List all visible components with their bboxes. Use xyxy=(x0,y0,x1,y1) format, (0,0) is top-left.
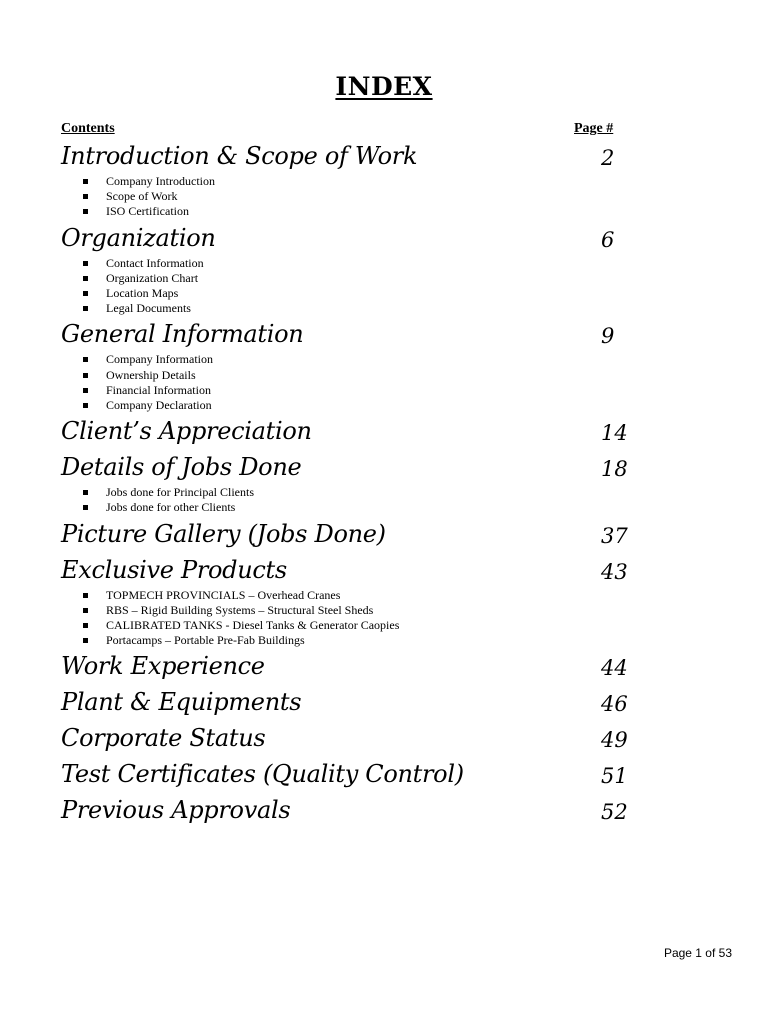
section-page-number: 46 xyxy=(601,692,628,717)
section-title: Details of Jobs Done xyxy=(61,453,302,482)
section-page-number: 37 xyxy=(601,523,628,548)
toc-entry[interactable] xyxy=(61,138,661,174)
subsection-item: Financial Information xyxy=(106,383,661,398)
section-page-number: 49 xyxy=(601,728,628,753)
subsection-list xyxy=(61,588,661,649)
subsection-item: Ownership Details xyxy=(106,368,661,383)
section-title: Organization xyxy=(61,223,216,252)
toc-entry[interactable] xyxy=(61,449,661,485)
page-footer: Page 1 of 53 xyxy=(663,946,732,960)
toc-entry[interactable] xyxy=(61,552,661,588)
toc-entry[interactable] xyxy=(61,316,661,352)
toc-entry[interactable] xyxy=(61,684,661,720)
toc-entry[interactable] xyxy=(61,413,661,449)
section-page-number: 43 xyxy=(601,559,628,584)
subsection-item: Company Information xyxy=(106,352,661,367)
toc-entry[interactable] xyxy=(61,648,661,684)
subsection-item: Jobs done for Principal Clients xyxy=(106,485,661,500)
subsection-list xyxy=(61,352,661,413)
toc-entry[interactable] xyxy=(61,792,661,828)
subsection-list xyxy=(61,485,661,515)
subsection-item: Contact Information xyxy=(106,256,661,271)
toc-section xyxy=(61,413,661,449)
toc-section xyxy=(61,516,661,552)
section-title: Work Experience xyxy=(61,652,265,681)
subsection-item: CALIBRATED TANKS - Diesel Tanks & Generator Caopies xyxy=(106,618,661,633)
toc-section xyxy=(61,756,661,792)
subsection-list xyxy=(61,256,661,317)
subsection-item: Portacamps – Portable Pre-Fab Buildings xyxy=(106,633,661,648)
toc-section xyxy=(61,648,661,684)
section-page-number: 52 xyxy=(601,800,628,825)
subsection-item: Legal Documents xyxy=(106,301,661,316)
subsection-item: Company Declaration xyxy=(106,398,661,413)
section-page-number: 44 xyxy=(601,656,628,681)
section-page-number: 14 xyxy=(601,421,628,446)
subsection-item: RBS – Rigid Building Systems – Structural Steel Sheds xyxy=(106,603,661,618)
section-title: General Information xyxy=(61,320,304,349)
section-title: Client’s Appreciation xyxy=(61,417,312,446)
subsection-item: Company Introduction xyxy=(106,174,661,189)
section-page-number: 2 xyxy=(601,146,615,170)
subsection-item: ISO Certification xyxy=(106,204,661,219)
section-title: Test Certificates (Quality Control) xyxy=(61,760,464,789)
contents-header: Contents xyxy=(61,121,115,136)
subsection-item: Scope of Work xyxy=(106,189,661,204)
toc-section xyxy=(61,138,661,220)
subsection-item: Location Maps xyxy=(106,286,661,301)
toc-section xyxy=(61,449,661,515)
section-title: Corporate Status xyxy=(61,724,266,753)
toc-entry[interactable] xyxy=(61,756,661,792)
toc-entry[interactable] xyxy=(61,220,661,256)
subsection-list xyxy=(61,174,661,220)
section-title: Picture Gallery (Jobs Done) xyxy=(61,519,386,548)
toc-section xyxy=(61,552,661,649)
section-page-number: 6 xyxy=(601,227,615,252)
section-title: Plant & Equipments xyxy=(61,688,302,717)
page-title: INDEX xyxy=(335,72,433,101)
subsection-item: TOPMECH PROVINCIALS – Overhead Cranes xyxy=(106,588,661,603)
toc-entry[interactable] xyxy=(61,516,661,552)
section-page-number: 9 xyxy=(601,324,615,349)
toc-section xyxy=(61,220,661,317)
subsection-item: Organization Chart xyxy=(106,271,661,286)
section-title: Previous Approvals xyxy=(61,796,291,825)
page-number-header: Page # xyxy=(574,121,614,136)
table-of-contents xyxy=(61,138,661,828)
section-page-number: 51 xyxy=(601,764,628,789)
section-title: Introduction & Scope of Work xyxy=(61,142,418,170)
subsection-item: Jobs done for other Clients xyxy=(106,500,661,515)
toc-section xyxy=(61,684,661,720)
toc-section xyxy=(61,792,661,828)
section-page-number: 18 xyxy=(601,457,628,482)
section-title: Exclusive Products xyxy=(61,555,287,584)
toc-section xyxy=(61,316,661,413)
toc-entry[interactable] xyxy=(61,720,661,756)
toc-section xyxy=(61,720,661,756)
